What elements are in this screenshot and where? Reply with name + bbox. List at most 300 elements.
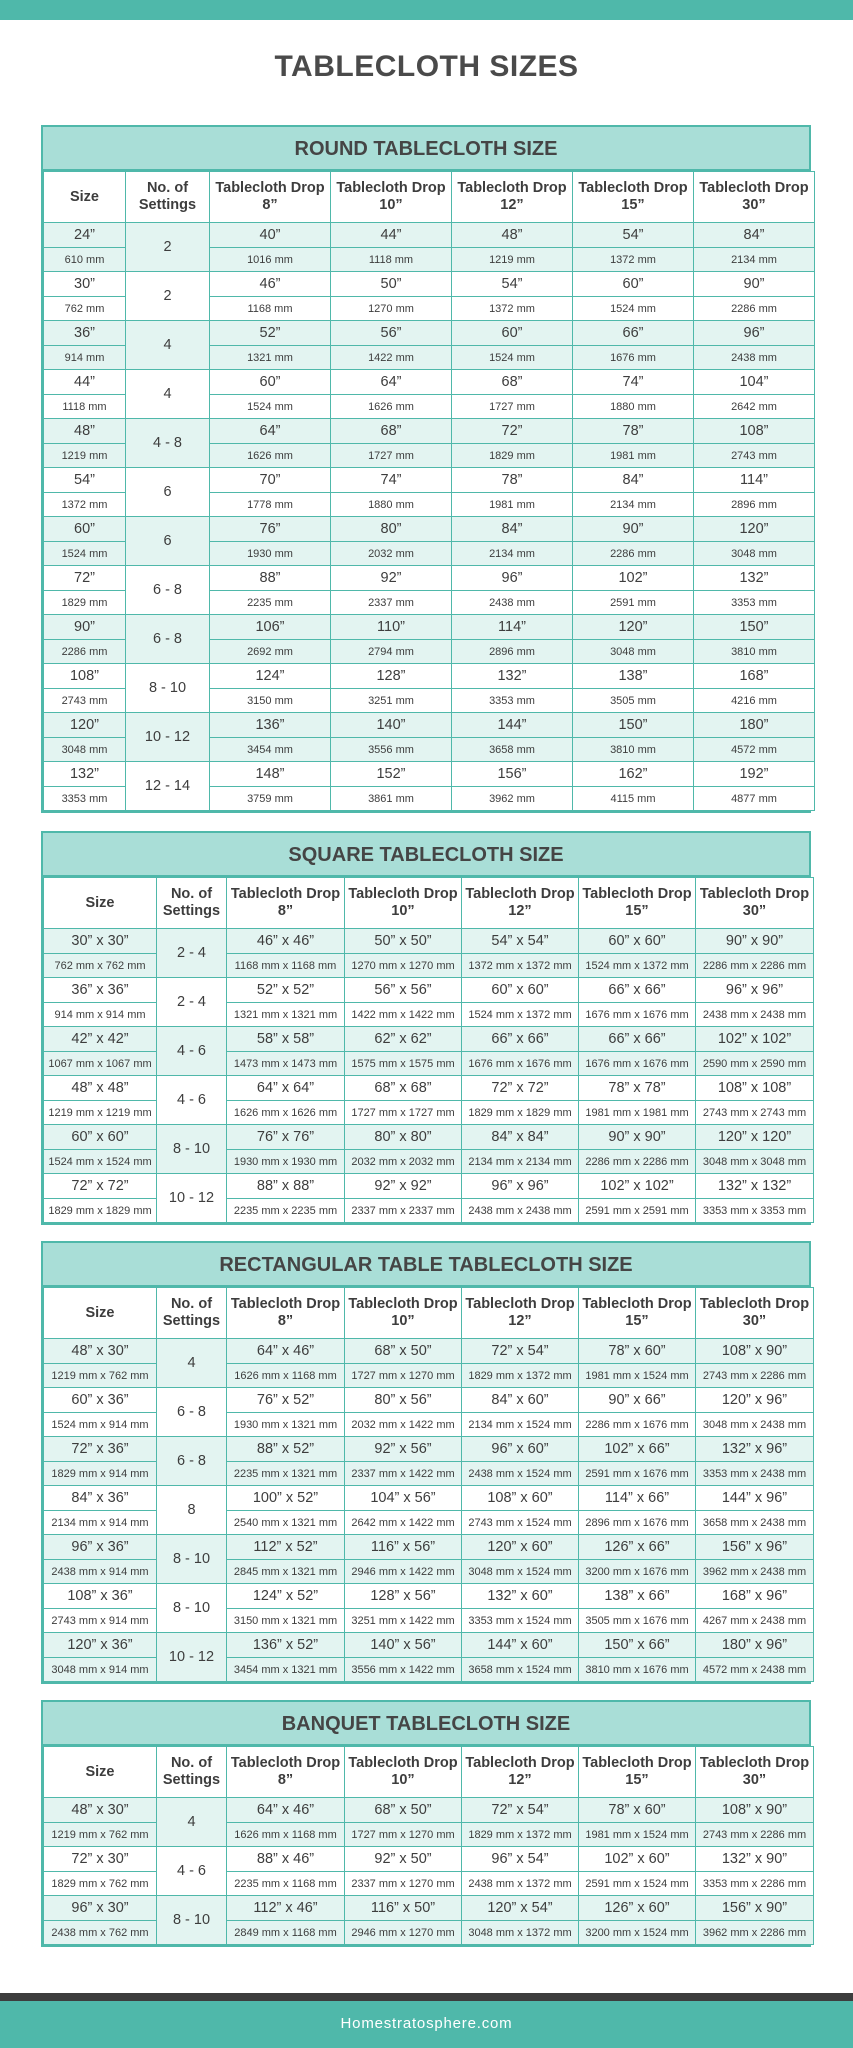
table-row	[44, 1437, 814, 1462]
table-row	[44, 713, 815, 738]
settings-count: 8 - 10	[157, 1535, 227, 1584]
table-row	[44, 1174, 814, 1199]
column-header: Tablecloth Drop 12”	[462, 1288, 579, 1339]
drop-size-inches: 90”	[573, 517, 694, 542]
column-header: Tablecloth Drop 15”	[579, 1288, 696, 1339]
size-inches: 36” x 36”	[44, 978, 157, 1003]
drop-size-mm: 2692 mm	[210, 640, 331, 664]
drop-size-mm: 1270 mm x 1270 mm	[345, 954, 462, 978]
drop-size-mm: 2438 mm x 1372 mm	[462, 1872, 579, 1896]
drop-size-inches: 58” x 58”	[227, 1027, 345, 1052]
column-header: Tablecloth Drop 10”	[345, 1747, 462, 1798]
drop-size-inches: 96” x 60”	[462, 1437, 579, 1462]
drop-size-inches: 88” x 46”	[227, 1847, 345, 1872]
size-mm: 1219 mm	[44, 444, 126, 468]
drop-size-inches: 108”	[694, 419, 815, 444]
drop-size-mm: 2286 mm x 1676 mm	[579, 1413, 696, 1437]
round-table-title: ROUND TABLECLOTH SIZE	[43, 127, 809, 171]
drop-size-inches: 90” x 90”	[696, 929, 814, 954]
drop-size-mm: 2642 mm x 1422 mm	[345, 1511, 462, 1535]
size-inches: 48” x 48”	[44, 1076, 157, 1101]
drop-size-mm: 1930 mm x 1321 mm	[227, 1413, 345, 1437]
drop-size-mm: 2743 mm x 2286 mm	[696, 1823, 814, 1847]
drop-size-mm: 1422 mm x 1422 mm	[345, 1003, 462, 1027]
drop-size-mm: 3962 mm	[452, 787, 573, 811]
table-row	[44, 1388, 814, 1413]
drop-size-inches: 180”	[694, 713, 815, 738]
table-row	[44, 615, 815, 640]
drop-size-mm: 1524 mm x 1372 mm	[579, 954, 696, 978]
drop-size-inches: 144”	[452, 713, 573, 738]
table-row	[44, 517, 815, 542]
drop-size-mm: 2591 mm x 2591 mm	[579, 1199, 696, 1223]
drop-size-mm: 1880 mm	[331, 493, 452, 517]
drop-size-inches: 54”	[452, 272, 573, 297]
drop-size-inches: 48”	[452, 223, 573, 248]
column-header: Tablecloth Drop 10”	[331, 172, 452, 223]
drop-size-mm: 3251 mm	[331, 689, 452, 713]
drop-size-inches: 180” x 96”	[696, 1633, 814, 1658]
drop-size-inches: 70”	[210, 468, 331, 493]
size-mm: 914 mm	[44, 346, 126, 370]
table-row	[44, 1535, 814, 1560]
drop-size-mm: 2743 mm x 2743 mm	[696, 1101, 814, 1125]
drop-size-inches: 60”	[573, 272, 694, 297]
drop-size-inches: 62” x 62”	[345, 1027, 462, 1052]
settings-count: 4 - 8	[126, 419, 210, 468]
drop-size-mm: 3556 mm	[331, 738, 452, 762]
drop-size-mm: 1676 mm x 1676 mm	[579, 1003, 696, 1027]
drop-size-mm: 1676 mm x 1676 mm	[462, 1052, 579, 1076]
drop-size-inches: 50” x 50”	[345, 929, 462, 954]
drop-size-inches: 132” x 132”	[696, 1174, 814, 1199]
table-row	[44, 1798, 814, 1823]
settings-count: 8 - 10	[157, 1125, 227, 1174]
column-header: Tablecloth Drop 30”	[696, 1747, 814, 1798]
drop-size-mm: 1626 mm	[331, 395, 452, 419]
drop-size-mm: 3658 mm x 1524 mm	[462, 1658, 579, 1682]
drop-size-mm: 1981 mm x 1981 mm	[579, 1101, 696, 1125]
drop-size-mm: 3505 mm x 1676 mm	[579, 1609, 696, 1633]
rectangular-tablecloth-table	[41, 1241, 811, 1684]
size-inches: 42” x 42”	[44, 1027, 157, 1052]
table-row	[44, 370, 815, 395]
size-mm: 2438 mm x 762 mm	[44, 1921, 157, 1945]
drop-size-mm: 2286 mm	[573, 542, 694, 566]
drop-size-inches: 116” x 50”	[345, 1896, 462, 1921]
drop-size-mm: 1168 mm	[210, 297, 331, 321]
drop-size-mm: 1219 mm	[452, 248, 573, 272]
drop-size-mm: 2845 mm x 1321 mm	[227, 1560, 345, 1584]
drop-size-mm: 3353 mm	[694, 591, 815, 615]
round-size-grid	[43, 171, 815, 811]
drop-size-mm: 3150 mm x 1321 mm	[227, 1609, 345, 1633]
drop-size-inches: 150”	[694, 615, 815, 640]
drop-size-mm: 1829 mm x 1372 mm	[462, 1364, 579, 1388]
drop-size-inches: 102” x 60”	[579, 1847, 696, 1872]
column-header: Size	[44, 1747, 157, 1798]
drop-size-inches: 56” x 56”	[345, 978, 462, 1003]
drop-size-mm: 2337 mm x 1422 mm	[345, 1462, 462, 1486]
column-header: Tablecloth Drop 10”	[345, 1288, 462, 1339]
drop-size-inches: 136”	[210, 713, 331, 738]
drop-size-mm: 3759 mm	[210, 787, 331, 811]
size-mm: 1372 mm	[44, 493, 126, 517]
drop-size-mm: 1372 mm x 1372 mm	[462, 954, 579, 978]
size-inches: 60” x 36”	[44, 1388, 157, 1413]
drop-size-mm: 3454 mm	[210, 738, 331, 762]
size-mm: 2134 mm x 914 mm	[44, 1511, 157, 1535]
drop-size-inches: 162”	[573, 762, 694, 787]
drop-size-mm: 3048 mm	[694, 542, 815, 566]
drop-size-inches: 144” x 96”	[696, 1486, 814, 1511]
drop-size-inches: 106”	[210, 615, 331, 640]
drop-size-mm: 1981 mm	[452, 493, 573, 517]
size-inches: 132”	[44, 762, 126, 787]
table-row	[44, 272, 815, 297]
size-inches: 36”	[44, 321, 126, 346]
drop-size-mm: 3556 mm x 1422 mm	[345, 1658, 462, 1682]
drop-size-inches: 108” x 108”	[696, 1076, 814, 1101]
settings-count: 2 - 4	[157, 929, 227, 978]
drop-size-inches: 68”	[452, 370, 573, 395]
table-row	[44, 419, 815, 444]
drop-size-inches: 156” x 96”	[696, 1535, 814, 1560]
drop-size-mm: 3048 mm x 3048 mm	[696, 1150, 814, 1174]
drop-size-mm: 1626 mm x 1168 mm	[227, 1823, 345, 1847]
drop-size-inches: 92” x 56”	[345, 1437, 462, 1462]
drop-size-inches: 136” x 52”	[227, 1633, 345, 1658]
banquet-size-grid	[43, 1746, 814, 1945]
drop-size-mm: 1626 mm x 1626 mm	[227, 1101, 345, 1125]
square-tablecloth-table	[41, 831, 811, 1225]
drop-size-inches: 120”	[573, 615, 694, 640]
drop-size-inches: 150”	[573, 713, 694, 738]
drop-size-inches: 168” x 96”	[696, 1584, 814, 1609]
column-header: Tablecloth Drop 15”	[573, 172, 694, 223]
column-header: Tablecloth Drop 30”	[696, 1288, 814, 1339]
settings-count: 4 - 6	[157, 1076, 227, 1125]
drop-size-mm: 1981 mm x 1524 mm	[579, 1823, 696, 1847]
size-mm: 1524 mm x 1524 mm	[44, 1150, 157, 1174]
drop-size-inches: 72” x 54”	[462, 1798, 579, 1823]
size-mm: 3048 mm	[44, 738, 126, 762]
column-header: Size	[44, 1288, 157, 1339]
drop-size-inches: 66”	[573, 321, 694, 346]
drop-size-mm: 3658 mm	[452, 738, 573, 762]
column-header: Tablecloth Drop 12”	[462, 1747, 579, 1798]
drop-size-mm: 2438 mm	[694, 346, 815, 370]
settings-count: 4	[126, 321, 210, 370]
size-inches: 84” x 36”	[44, 1486, 157, 1511]
settings-count: 2 - 4	[157, 978, 227, 1027]
size-mm: 2286 mm	[44, 640, 126, 664]
drop-size-mm: 2235 mm x 1168 mm	[227, 1872, 345, 1896]
drop-size-inches: 156”	[452, 762, 573, 787]
drop-size-mm: 2438 mm x 1524 mm	[462, 1462, 579, 1486]
size-mm: 1829 mm x 762 mm	[44, 1872, 157, 1896]
drop-size-mm: 1880 mm	[573, 395, 694, 419]
drop-size-inches: 72”	[452, 419, 573, 444]
drop-size-mm: 1626 mm x 1168 mm	[227, 1364, 345, 1388]
drop-size-inches: 120” x 60”	[462, 1535, 579, 1560]
rectangular-size-grid	[43, 1287, 814, 1682]
drop-size-inches: 64”	[331, 370, 452, 395]
table-row	[44, 1896, 814, 1921]
drop-size-inches: 52” x 52”	[227, 978, 345, 1003]
drop-size-mm: 3505 mm	[573, 689, 694, 713]
settings-count: 10 - 12	[157, 1174, 227, 1223]
drop-size-inches: 148”	[210, 762, 331, 787]
table-row	[44, 664, 815, 689]
drop-size-mm: 4267 mm x 2438 mm	[696, 1609, 814, 1633]
drop-size-inches: 84”	[573, 468, 694, 493]
drop-size-mm: 2337 mm x 1270 mm	[345, 1872, 462, 1896]
size-inches: 108”	[44, 664, 126, 689]
drop-size-inches: 64”	[210, 419, 331, 444]
size-inches: 72” x 36”	[44, 1437, 157, 1462]
drop-size-inches: 46”	[210, 272, 331, 297]
drop-size-inches: 84”	[452, 517, 573, 542]
size-mm: 3353 mm	[44, 787, 126, 811]
drop-size-mm: 1829 mm x 1829 mm	[462, 1101, 579, 1125]
drop-size-inches: 124”	[210, 664, 331, 689]
drop-size-mm: 3048 mm x 2438 mm	[696, 1413, 814, 1437]
drop-size-mm: 2946 mm x 1270 mm	[345, 1921, 462, 1945]
drop-size-mm: 4572 mm x 2438 mm	[696, 1658, 814, 1682]
drop-size-inches: 96”	[452, 566, 573, 591]
drop-size-mm: 2438 mm	[452, 591, 573, 615]
settings-count: 12 - 14	[126, 762, 210, 811]
drop-size-mm: 1168 mm x 1168 mm	[227, 954, 345, 978]
drop-size-inches: 56”	[331, 321, 452, 346]
drop-size-mm: 2591 mm	[573, 591, 694, 615]
drop-size-inches: 102” x 102”	[696, 1027, 814, 1052]
size-mm: 1829 mm	[44, 591, 126, 615]
drop-size-mm: 2235 mm	[210, 591, 331, 615]
drop-size-inches: 92”	[331, 566, 452, 591]
drop-size-mm: 2849 mm x 1168 mm	[227, 1921, 345, 1945]
drop-size-inches: 138”	[573, 664, 694, 689]
drop-size-mm: 1321 mm	[210, 346, 331, 370]
drop-size-mm: 3861 mm	[331, 787, 452, 811]
column-header: No. of Settings	[157, 878, 227, 929]
drop-size-inches: 92” x 50”	[345, 1847, 462, 1872]
drop-size-mm: 4877 mm	[694, 787, 815, 811]
settings-count: 8 - 10	[157, 1896, 227, 1945]
drop-size-mm: 2134 mm	[694, 248, 815, 272]
drop-size-mm: 2134 mm x 1524 mm	[462, 1413, 579, 1437]
size-inches: 120”	[44, 713, 126, 738]
drop-size-inches: 128”	[331, 664, 452, 689]
drop-size-mm: 2286 mm x 2286 mm	[579, 1150, 696, 1174]
column-header: Tablecloth Drop 10”	[345, 878, 462, 929]
drop-size-inches: 76”	[210, 517, 331, 542]
drop-size-inches: 90”	[694, 272, 815, 297]
settings-count: 4 - 6	[157, 1847, 227, 1896]
drop-size-inches: 60” x 60”	[579, 929, 696, 954]
drop-size-inches: 96” x 96”	[696, 978, 814, 1003]
footer-site-link[interactable]: Homestratosphere.com	[0, 2001, 853, 2048]
settings-count: 4 - 6	[157, 1027, 227, 1076]
drop-size-mm: 1321 mm x 1321 mm	[227, 1003, 345, 1027]
drop-size-inches: 66” x 66”	[579, 978, 696, 1003]
drop-size-inches: 72” x 54”	[462, 1339, 579, 1364]
drop-size-inches: 102” x 66”	[579, 1437, 696, 1462]
drop-size-mm: 4115 mm	[573, 787, 694, 811]
drop-size-inches: 76” x 52”	[227, 1388, 345, 1413]
size-mm: 762 mm x 762 mm	[44, 954, 157, 978]
drop-size-inches: 110”	[331, 615, 452, 640]
drop-size-inches: 132”	[452, 664, 573, 689]
drop-size-mm: 1727 mm	[331, 444, 452, 468]
drop-size-mm: 3810 mm	[573, 738, 694, 762]
drop-size-mm: 3353 mm x 1524 mm	[462, 1609, 579, 1633]
drop-size-mm: 1727 mm x 1270 mm	[345, 1823, 462, 1847]
drop-size-mm: 1981 mm	[573, 444, 694, 468]
drop-size-mm: 3200 mm x 1676 mm	[579, 1560, 696, 1584]
settings-count: 6 - 8	[126, 615, 210, 664]
size-inches: 44”	[44, 370, 126, 395]
drop-size-inches: 100” x 52”	[227, 1486, 345, 1511]
settings-count: 6	[126, 517, 210, 566]
drop-size-mm: 1270 mm	[331, 297, 452, 321]
size-inches: 90”	[44, 615, 126, 640]
drop-size-inches: 108” x 90”	[696, 1339, 814, 1364]
drop-size-mm: 1118 mm	[331, 248, 452, 272]
column-header: No. of Settings	[157, 1747, 227, 1798]
drop-size-inches: 112” x 46”	[227, 1896, 345, 1921]
column-header: Size	[44, 878, 157, 929]
square-size-grid	[43, 877, 814, 1223]
drop-size-inches: 74”	[331, 468, 452, 493]
drop-size-mm: 2337 mm x 2337 mm	[345, 1199, 462, 1223]
settings-count: 6 - 8	[157, 1388, 227, 1437]
settings-count: 4	[157, 1339, 227, 1388]
size-inches: 108” x 36”	[44, 1584, 157, 1609]
table-row	[44, 1125, 814, 1150]
drop-size-mm: 2032 mm x 2032 mm	[345, 1150, 462, 1174]
drop-size-inches: 78” x 60”	[579, 1798, 696, 1823]
drop-size-inches: 132”	[694, 566, 815, 591]
table-row	[44, 1339, 814, 1364]
drop-size-mm: 2794 mm	[331, 640, 452, 664]
settings-count: 2	[126, 223, 210, 272]
drop-size-inches: 46” x 46”	[227, 929, 345, 954]
drop-size-mm: 1524 mm x 1372 mm	[462, 1003, 579, 1027]
drop-size-inches: 68” x 68”	[345, 1076, 462, 1101]
drop-size-inches: 108” x 90”	[696, 1798, 814, 1823]
drop-size-mm: 1727 mm x 1727 mm	[345, 1101, 462, 1125]
drop-size-mm: 2743 mm x 2286 mm	[696, 1364, 814, 1388]
settings-count: 4	[126, 370, 210, 419]
table-row	[44, 762, 815, 787]
drop-size-inches: 74”	[573, 370, 694, 395]
size-inches: 60”	[44, 517, 126, 542]
drop-size-inches: 66” x 66”	[579, 1027, 696, 1052]
drop-size-inches: 120” x 54”	[462, 1896, 579, 1921]
drop-size-mm: 4216 mm	[694, 689, 815, 713]
size-mm: 1219 mm x 1219 mm	[44, 1101, 157, 1125]
drop-size-mm: 3048 mm x 1372 mm	[462, 1921, 579, 1945]
drop-size-inches: 78”	[452, 468, 573, 493]
settings-count: 6 - 8	[157, 1437, 227, 1486]
drop-size-inches: 54” x 54”	[462, 929, 579, 954]
rectangular-table-title: RECTANGULAR TABLE TABLECLOTH SIZE	[43, 1243, 809, 1287]
drop-size-inches: 126” x 66”	[579, 1535, 696, 1560]
column-header: Tablecloth Drop 30”	[696, 878, 814, 929]
size-inches: 120” x 36”	[44, 1633, 157, 1658]
drop-size-inches: 84” x 84”	[462, 1125, 579, 1150]
drop-size-mm: 4572 mm	[694, 738, 815, 762]
drop-size-inches: 120” x 120”	[696, 1125, 814, 1150]
settings-count: 8 - 10	[126, 664, 210, 713]
size-inches: 30”	[44, 272, 126, 297]
top-accent-bar	[0, 0, 853, 20]
settings-count: 10 - 12	[157, 1633, 227, 1682]
drop-size-mm: 3810 mm x 1676 mm	[579, 1658, 696, 1682]
drop-size-mm: 2438 mm x 2438 mm	[696, 1003, 814, 1027]
drop-size-inches: 54”	[573, 223, 694, 248]
drop-size-inches: 84”	[694, 223, 815, 248]
size-mm: 914 mm x 914 mm	[44, 1003, 157, 1027]
footer-divider	[0, 1993, 853, 2001]
drop-size-mm: 3962 mm x 2438 mm	[696, 1560, 814, 1584]
drop-size-mm: 3962 mm x 2286 mm	[696, 1921, 814, 1945]
drop-size-inches: 90” x 66”	[579, 1388, 696, 1413]
table-row	[44, 1486, 814, 1511]
drop-size-mm: 1829 mm x 1372 mm	[462, 1823, 579, 1847]
drop-size-mm: 2286 mm x 2286 mm	[696, 954, 814, 978]
column-header: Tablecloth Drop 15”	[579, 878, 696, 929]
drop-size-mm: 3150 mm	[210, 689, 331, 713]
drop-size-mm: 1981 mm x 1524 mm	[579, 1364, 696, 1388]
drop-size-inches: 114” x 66”	[579, 1486, 696, 1511]
drop-size-inches: 96” x 96”	[462, 1174, 579, 1199]
drop-size-mm: 1524 mm	[573, 297, 694, 321]
settings-count: 2	[126, 272, 210, 321]
size-mm: 610 mm	[44, 248, 126, 272]
size-inches: 72”	[44, 566, 126, 591]
size-mm: 1219 mm x 762 mm	[44, 1364, 157, 1388]
drop-size-inches: 102” x 102”	[579, 1174, 696, 1199]
drop-size-mm: 1930 mm x 1930 mm	[227, 1150, 345, 1174]
drop-size-inches: 96”	[694, 321, 815, 346]
drop-size-mm: 3810 mm	[694, 640, 815, 664]
size-mm: 2438 mm x 914 mm	[44, 1560, 157, 1584]
drop-size-mm: 3353 mm x 2438 mm	[696, 1462, 814, 1486]
drop-size-mm: 2743 mm	[694, 444, 815, 468]
drop-size-inches: 88” x 88”	[227, 1174, 345, 1199]
drop-size-mm: 2235 mm x 2235 mm	[227, 1199, 345, 1223]
drop-size-mm: 3658 mm x 2438 mm	[696, 1511, 814, 1535]
column-header: No. of Settings	[126, 172, 210, 223]
drop-size-inches: 64” x 46”	[227, 1339, 345, 1364]
drop-size-inches: 60” x 60”	[462, 978, 579, 1003]
drop-size-inches: 156” x 90”	[696, 1896, 814, 1921]
size-inches: 96” x 36”	[44, 1535, 157, 1560]
page-title: TABLECLOTH SIZES	[274, 50, 579, 83]
size-inches: 24”	[44, 223, 126, 248]
size-mm: 1118 mm	[44, 395, 126, 419]
drop-size-mm: 1930 mm	[210, 542, 331, 566]
banquet-table-title: BANQUET TABLECLOTH SIZE	[43, 1702, 809, 1746]
drop-size-mm: 3200 mm x 1524 mm	[579, 1921, 696, 1945]
drop-size-inches: 152”	[331, 762, 452, 787]
column-header: Tablecloth Drop 8”	[227, 1747, 345, 1798]
table-row	[44, 1584, 814, 1609]
size-mm: 2743 mm x 914 mm	[44, 1609, 157, 1633]
